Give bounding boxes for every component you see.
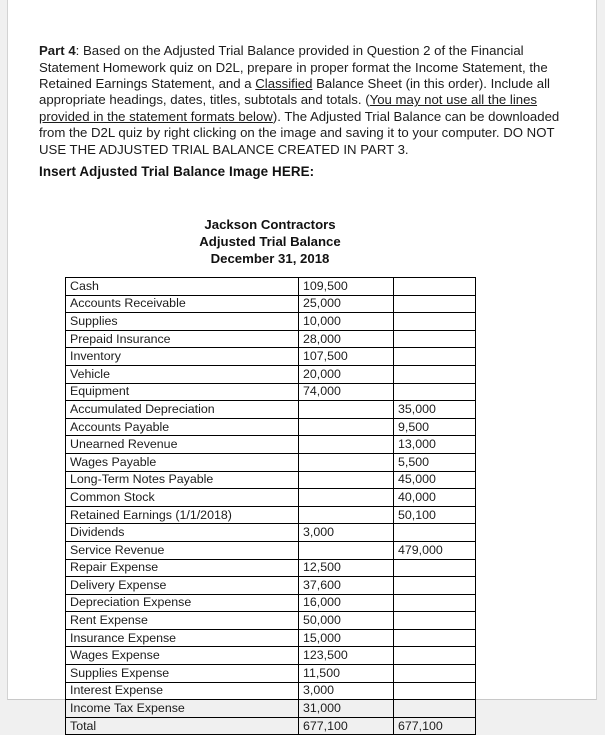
credit-cell	[394, 365, 476, 383]
table-row	[66, 559, 476, 577]
debit-cell: 16,000	[299, 594, 394, 612]
account-cell: Supplies	[66, 313, 299, 331]
credit-cell	[394, 295, 476, 313]
account-cell: Insurance Expense	[66, 629, 299, 647]
instruction-segment-3: Balance Sheet (in this order). Include all appropriate headings, dates, titles, subtotals and totals. (	[39, 76, 550, 108]
account-cell: Wages Payable	[66, 453, 299, 471]
account-cell: Inventory	[66, 348, 299, 366]
account-cell: Unearned Revenue	[66, 436, 299, 454]
debit-cell: 20,000	[299, 365, 394, 383]
debit-cell	[299, 401, 394, 419]
table-row	[66, 594, 476, 612]
table-row	[66, 682, 476, 700]
statement-date: December 31, 2018	[210, 251, 330, 266]
table-row	[66, 629, 476, 647]
credit-cell	[394, 682, 476, 700]
credit-cell	[394, 629, 476, 647]
assignment-instructions	[39, 43, 584, 158]
credit-cell: 35,000	[394, 401, 476, 419]
account-cell: Delivery Expense	[66, 577, 299, 595]
credit-cell	[394, 647, 476, 665]
table-row	[66, 401, 476, 419]
statement-title: Adjusted Trial Balance	[199, 234, 341, 249]
statement-heading-block	[65, 216, 475, 267]
credit-cell	[394, 330, 476, 348]
debit-cell: 11,500	[299, 665, 394, 683]
credit-cell	[394, 559, 476, 577]
table-row	[66, 365, 476, 383]
credit-cell	[394, 612, 476, 630]
account-cell: Retained Earnings (1/1/2018)	[66, 506, 299, 524]
trial-balance-container	[65, 277, 475, 735]
account-cell: Service Revenue	[66, 541, 299, 559]
credit-cell: 13,000	[394, 436, 476, 454]
account-cell: Dividends	[66, 524, 299, 542]
table-row	[66, 295, 476, 313]
account-cell: Income Tax Expense	[66, 700, 299, 718]
credit-cell	[394, 700, 476, 718]
adjusted-trial-balance-table	[65, 277, 476, 735]
debit-cell	[299, 453, 394, 471]
debit-cell: 37,600	[299, 577, 394, 595]
debit-cell: 28,000	[299, 330, 394, 348]
credit-cell	[394, 524, 476, 542]
account-cell: Total	[66, 717, 299, 735]
debit-cell	[299, 489, 394, 507]
debit-cell: 12,500	[299, 559, 394, 577]
debit-cell: 50,000	[299, 612, 394, 630]
debit-cell: 74,000	[299, 383, 394, 401]
debit-cell	[299, 541, 394, 559]
debit-cell: 3,000	[299, 682, 394, 700]
account-cell: Long-Term Notes Payable	[66, 471, 299, 489]
table-row	[66, 612, 476, 630]
account-cell: Cash	[66, 278, 299, 296]
account-cell: Accumulated Depreciation	[66, 401, 299, 419]
table-row	[66, 577, 476, 595]
credit-cell: 50,100	[394, 506, 476, 524]
account-cell: Supplies Expense	[66, 665, 299, 683]
account-cell: Accounts Receivable	[66, 295, 299, 313]
instruction-segment-0: Part 4	[39, 43, 76, 59]
table-row	[66, 278, 476, 296]
debit-cell	[299, 436, 394, 454]
document-page	[7, 0, 597, 733]
credit-cell	[394, 577, 476, 595]
credit-cell	[394, 383, 476, 401]
table-row	[66, 717, 476, 735]
credit-cell: 677,100	[394, 717, 476, 735]
insert-image-heading: Insert Adjusted Trial Balance Image HERE:	[39, 164, 315, 179]
instruction-segment-1: : Based on the Adjusted Trial Balance provided in Question 2 of the Financial Statement Homework quiz on D2L, prepare in proper format the Income Statement, the Retained Earnings Statement, and a	[39, 43, 548, 91]
table-row	[66, 471, 476, 489]
account-cell: Equipment	[66, 383, 299, 401]
debit-cell	[299, 418, 394, 436]
credit-cell	[394, 665, 476, 683]
table-row	[66, 524, 476, 542]
table-row	[66, 418, 476, 436]
account-cell: Accounts Payable	[66, 418, 299, 436]
company-name: Jackson Contractors	[204, 217, 336, 232]
debit-cell: 31,000	[299, 700, 394, 718]
debit-cell: 10,000	[299, 313, 394, 331]
credit-cell: 9,500	[394, 418, 476, 436]
debit-cell: 3,000	[299, 524, 394, 542]
debit-cell: 25,000	[299, 295, 394, 313]
debit-cell: 107,500	[299, 348, 394, 366]
credit-cell: 45,000	[394, 471, 476, 489]
account-cell: Common Stock	[66, 489, 299, 507]
table-row	[66, 541, 476, 559]
table-row	[66, 506, 476, 524]
debit-cell	[299, 506, 394, 524]
table-row	[66, 436, 476, 454]
table-row	[66, 453, 476, 471]
account-cell: Interest Expense	[66, 682, 299, 700]
debit-cell: 109,500	[299, 278, 394, 296]
credit-cell: 40,000	[394, 489, 476, 507]
table-row	[66, 313, 476, 331]
account-cell: Rent Expense	[66, 612, 299, 630]
debit-cell: 677,100	[299, 717, 394, 735]
credit-cell: 479,000	[394, 541, 476, 559]
credit-cell: 5,500	[394, 453, 476, 471]
table-row	[66, 700, 476, 718]
credit-cell	[394, 278, 476, 296]
account-cell: Prepaid Insurance	[66, 330, 299, 348]
trial-balance-body	[66, 278, 476, 735]
debit-cell	[299, 471, 394, 489]
credit-cell	[394, 348, 476, 366]
credit-cell	[394, 313, 476, 331]
debit-cell: 15,000	[299, 629, 394, 647]
table-row	[66, 647, 476, 665]
table-row	[66, 330, 476, 348]
instruction-segment-2: Classified	[255, 76, 313, 91]
table-row	[66, 665, 476, 683]
account-cell: Wages Expense	[66, 647, 299, 665]
instruction-segment-5: ). The Adjusted Trial Balance can be downloaded from the D2L quiz by right clicking on the image and saving it to your computer. DO NOT USE THE ADJUSTED TRIAL BALANCE CREATED IN PART 3.	[39, 108, 560, 157]
table-row	[66, 383, 476, 401]
account-cell: Vehicle	[66, 365, 299, 383]
account-cell: Repair Expense	[66, 559, 299, 577]
credit-cell	[394, 594, 476, 612]
instruction-segment-4: You may not use all the lines provided in the statement formats below	[39, 92, 538, 124]
table-row	[66, 489, 476, 507]
debit-cell: 123,500	[299, 647, 394, 665]
table-row	[66, 348, 476, 366]
account-cell: Depreciation Expense	[66, 594, 299, 612]
